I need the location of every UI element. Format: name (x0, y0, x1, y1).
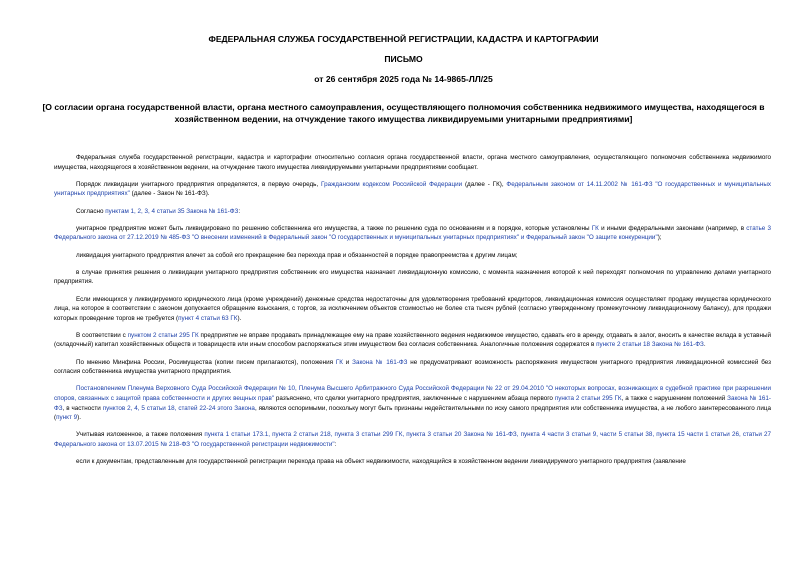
paragraph-2: Порядок ликвидации унитарного предприятия определяется, в первую очередь, Гражданским кодексом Российской Федерации (далее - ГК), Федеральным законом от 14.11.2002 № 161-ФЗ "О государственных и муниципальных унитарных предприятиях" (далее - Закон № 161-ФЗ). (54, 180, 771, 198)
document-type: ПИСЬМО (384, 54, 423, 64)
link-civil-code[interactable]: Гражданским кодексом Российской Федерации (321, 180, 463, 188)
document-body (54, 153, 771, 474)
link-art295-2[interactable]: пункта 2 статьи 295 ГК (554, 395, 622, 403)
link-law-161-3[interactable]: Закона № 161-ФЗ (54, 395, 771, 412)
paragraph-8: В соответствии с пунктом 2 статьи 295 ГК предприятие не вправе продавать принадлежащее ему на праве хозяйственного ведения недвижимое имущество, сдавать его в аренду, отдавать в залог, вносить в качестве вклада в уставный (складочный) капитал хозяйственных обществ и товариществ или иным способом распоряжаться этим имуществом без согласия собственника. Аналогичные положения содержатся в пункте 2 статьи 18 Закона № 161-ФЗ. (54, 331, 771, 349)
paragraph-5: ликвидация унитарного предприятия влечет за собой его прекращение без перехода прав и обязанностей в порядке правопреемства к другим лицам; (76, 251, 518, 259)
paragraph-12: если к документам, представленным для государственной регистрации перехода права на объект недвижимости, находящийся в хозяйственном ведении ликвидируемого унитарного предприятия (заявление (76, 458, 686, 466)
link-art295[interactable]: пунктом 2 статьи 295 ГК (127, 331, 199, 339)
paragraph-11: Учитывая изложенное, а также положения пункта 1 статьи 173.1, пункта 2 статьи 218, пункта 3 статьи 299 ГК, пункта 3 статьи 20 Закона № 161-ФЗ, пункта 4 части 3 статьи 9, части 5 статьи 38, пункта 15 части 1 статьи 26, статьи 27 Федерального закона от 13.07.2015 № 218-ФЗ "О государственной регистрации недвижимости": (54, 431, 771, 448)
paragraph-9: По мнению Минфина России, Росимущества (копии писем прилагаются), положения ГК и Закона № 161-ФЗ не предусматривают возможность распоряжения имуществом унитарного предприятия ликвидационной комиссией без согласия собственника имущества унитарного предприятия. (54, 358, 771, 376)
link-point9[interactable]: пункт 9 (56, 414, 78, 422)
link-law-218[interactable]: пункта 1 статьи 173.1, пункта 2 статьи 218, пункта 3 статьи 299 ГК, пункта 3 статьи 20 Закона № 161-ФЗ, пункта 4 части 3 статьи 9, части 5 статьи 38, пункта 15 части 1 статьи 26, статьи 27 Федерального закона от 13.07.2015 № 218-ФЗ "О государственной регистрации недвижимости" (54, 431, 771, 448)
document-subject: [О согласии органа государственной власти, органа местного самоуправления, осуществляющего полномочия собственника недвижимого имущества, находящегося в хозяйственном ведении, на отчуждение такого имущества ликвидируемыми унитарными предприятиями] (42, 102, 765, 124)
document-date-number: от 26 сентября 2025 года № 14-9865-ЛЛ/25 (314, 74, 493, 84)
link-gk-2[interactable]: ГК (335, 358, 343, 366)
link-art18[interactable]: пункте 2 статьи 18 Закона № 161-ФЗ (596, 341, 704, 349)
paragraph-1: Федеральная служба государственной регистрации, кадастра и картографии относительно согласия органа государственной власти, органа местного самоуправления, осуществляющего полномочия собственника недвижимого имущества, находящегося в хозяйственном ведении, на отчуждение такого имущества ликвидируемыми унитарными предприятиями сообщает. (54, 154, 771, 171)
link-art63[interactable]: пункт 4 статьи 63 ГК (178, 314, 238, 322)
paragraph-6: в случае принятия решения о ликвидации унитарного предприятия собственник его имущества назначает ликвидационную комиссию, с момента назначения которой к ней переходят полномочия по управлению делами унитарного предприятия. (54, 268, 771, 286)
link-art18-22-24[interactable]: пунктов 2, 4, 5 статьи 18, статей 22-24 этого Закона (102, 404, 255, 412)
paragraph-3: Согласно пунктам 1, 2, 3, 4 статьи 35 Закона № 161-ФЗ: (76, 207, 241, 215)
link-art35[interactable]: пунктам 1, 2, 3, 4 статьи 35 Закона № 161-ФЗ (105, 207, 239, 215)
link-law-161-2[interactable]: Закона № 161-ФЗ (352, 358, 408, 366)
link-law-485[interactable]: статье 3 Федерального закона от 27.12.2019 № 485-ФЗ "О внесении изменений в Федеральный закон "О государственных и муниципальных унитарных предприятиях" и Федеральный закон "О защите конкуренции" (54, 224, 771, 242)
link-plenum-resolution[interactable]: Постановлением Пленума Верховного Суда Российской Федерации № 10, Пленума Высшего Арбитражного Суда Российской Федерации № 22 от 29.04.2010 "О некоторых вопросах, возникающих в судебной практике при разрешении споров, связанных с защитой права собственности и других вещных прав" (54, 385, 771, 403)
paragraph-10: Постановлением Пленума Верховного Суда Российской Федерации № 10, Пленума Высшего Арбитражного Суда Российской Федерации № 22 от 29.04.2010 "О некоторых вопросах, возникающих в судебной практике при разрешении споров, связанных с защитой права собственности и других вещных прав" разъяснено, что сделки унитарного предприятия, заключенные с нарушением абзаца первого пункта 2 статьи 295 ГК, а также с нарушением положений Закона № 161-ФЗ, в частности пунктов 2, 4, 5 статьи 18, статей 22-24 этого Закона, являются оспоримыми, поскольку могут быть признаны недействительными по иску самого предприятия или собственника имущества, а не любого заинтересованного лица (пункт 9). (54, 385, 771, 422)
link-law-161[interactable]: Федеральным законом от 14.11.2002 № 161-ФЗ "О государственных и муниципальных унитарных предприятиях" (54, 180, 771, 198)
agency-title: ФЕДЕРАЛЬНАЯ СЛУЖБА ГОСУДАРСТВЕННОЙ РЕГИСТРАЦИИ, КАДАСТРА И КАРТОГРАФИИ (208, 34, 599, 44)
paragraph-7: Если имеющихся у ликвидируемого юридического лица (кроме учреждений) денежные средства недостаточны для удовлетворения требований кредиторов, ликвидационная комиссия осуществляет продажу имущества юридического лица, на которое в соответствии с законом допускается обращение взыскания, с торгов, за исключением объектов стоимостью не более ста тысяч рублей (согласно утвержденному промежуточному ликвидационному балансу), для продажи которых проведение торгов не требуется (пункт 4 статьи 63 ГК). (54, 295, 771, 322)
link-gk[interactable]: ГК (591, 224, 599, 232)
paragraph-4: унитарное предприятие может быть ликвидировано по решению собственника его имущества, а также по решению суда по основаниям и в порядке, которые установлены ГК и иными федеральными законами (например, в статье 3 Федерального закона от 27.12.2019 № 485-ФЗ "О внесении изменений в Федеральный закон "О государственных и муниципальных унитарных предприятиях" и Федеральный закон "О защите конкуренции"); (54, 224, 771, 242)
